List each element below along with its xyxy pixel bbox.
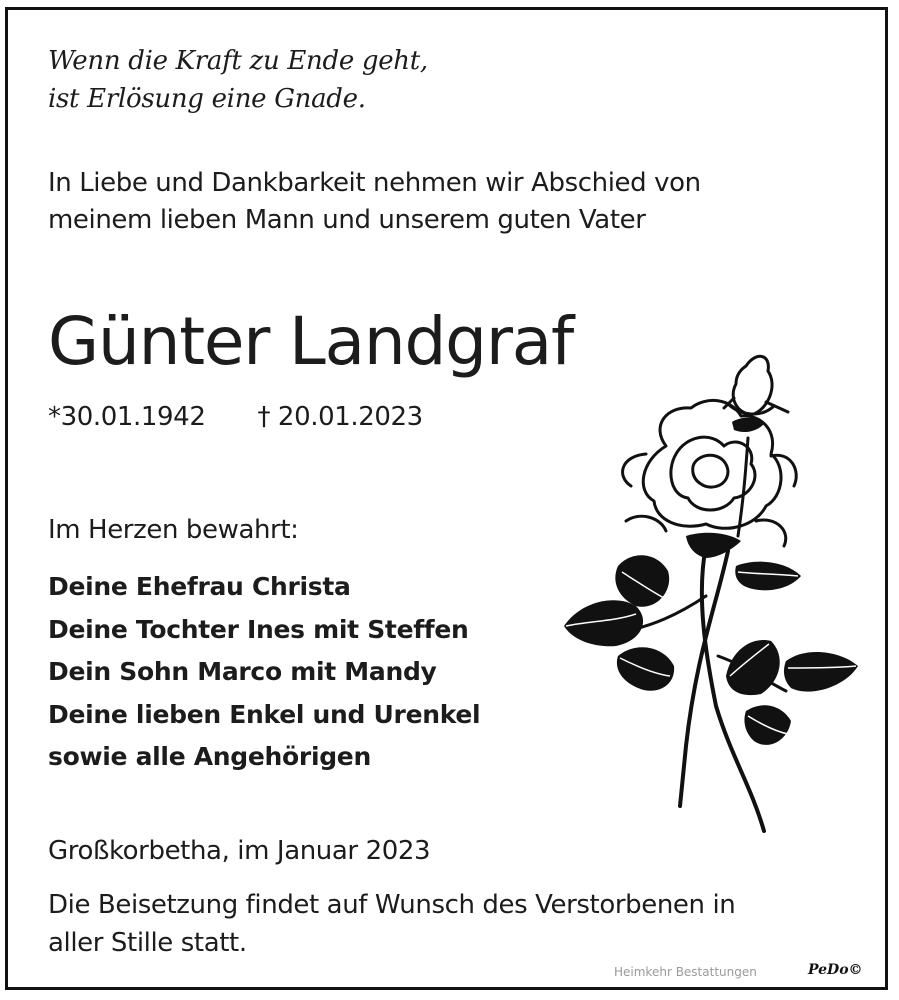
quote [48,42,428,118]
life-dates [48,400,423,434]
intro-line-2: meinem lieben Mann und unserem guten Vater [48,205,646,235]
burial-line-1: Die Beisetzung findet auf Wunsch des Verstorbenen in [48,890,736,920]
deceased-name: Günter Landgraf [48,303,574,380]
birth-date: *30.01.1942 [48,402,206,432]
quote-line-1: Wenn die Kraft zu Ende geht, [48,46,428,76]
burial-line-2: aller Stille statt. [48,928,247,958]
mourner-line: Deine Tochter Ines mit Steffen [48,614,469,644]
mourner-line: Dein Sohn Marco mit Mandy [48,657,437,686]
publisher-logo: PeDo© [808,962,863,978]
mourners-list [48,566,480,779]
rose-icon [556,336,866,836]
quote-line-2: ist Erlösung eine Gnade. [48,84,366,114]
intro-text [48,165,701,239]
mourner-line: sowie alle Angehörigen [48,742,371,771]
intro-line-1: In Liebe und Dankbarkeit nehmen wir Abschied von [48,168,701,198]
burial-note [48,886,735,962]
place-date: Großkorbetha, im Januar 2023 [48,836,431,866]
funeral-home-credit: Heimkehr Bestattungen [614,965,757,979]
mourner-line: Deine lieben Enkel und Urenkel [48,699,481,729]
mourner-line: Deine Ehefrau Christa [48,572,351,601]
death-date: † 20.01.2023 [257,402,423,432]
heart-heading: Im Herzen bewahrt: [48,515,299,545]
